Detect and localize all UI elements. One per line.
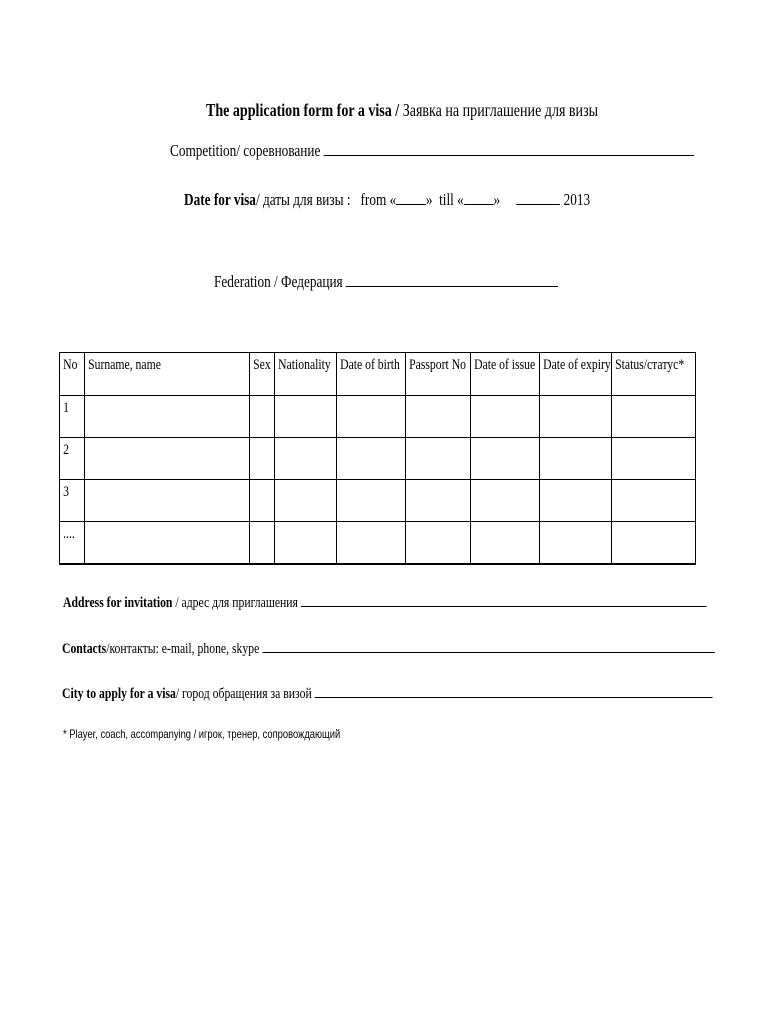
row-number-cell: .... xyxy=(60,522,85,565)
header-cell-no: No xyxy=(60,353,85,396)
header-cell-passport-no: Passport No xyxy=(406,353,471,396)
date-of-birth-cell[interactable] xyxy=(337,396,406,438)
surname-name-cell[interactable] xyxy=(85,438,250,480)
date-for-visa-label-en: Date for visa xyxy=(184,190,256,209)
from-prefix: from « xyxy=(360,190,397,209)
date-of-issue-cell[interactable] xyxy=(471,396,540,438)
status-cell[interactable] xyxy=(612,396,696,438)
title-separator: / xyxy=(391,100,403,120)
passport-no-cell[interactable] xyxy=(406,438,471,480)
date-of-expiry-cell[interactable] xyxy=(540,522,612,565)
date-of-expiry-cell[interactable] xyxy=(540,396,612,438)
till-suffix: » xyxy=(493,190,501,209)
status-cell[interactable] xyxy=(612,438,696,480)
date-of-birth-cell[interactable] xyxy=(337,480,406,522)
city-blank[interactable] xyxy=(315,685,713,698)
competition-line xyxy=(170,141,770,161)
table-row xyxy=(60,480,696,522)
contacts-label-en: Contacts xyxy=(62,641,107,657)
surname-name-cell[interactable] xyxy=(85,396,250,438)
passport-no-cell[interactable] xyxy=(406,396,471,438)
nationality-cell[interactable] xyxy=(275,396,337,438)
table-row xyxy=(60,438,696,480)
till-date-blank[interactable] xyxy=(464,192,494,205)
header-cell-status: Status/статус* xyxy=(612,353,696,396)
address-label-ru: / адрес для приглашения xyxy=(172,595,298,611)
applicants-table xyxy=(59,352,696,565)
surname-name-cell[interactable] xyxy=(85,522,250,565)
passport-no-cell[interactable] xyxy=(406,522,471,565)
sex-cell[interactable] xyxy=(250,438,275,480)
date-of-issue-cell[interactable] xyxy=(471,522,540,565)
sex-cell[interactable] xyxy=(250,480,275,522)
row-number-cell: 2 xyxy=(60,438,85,480)
federation-label: Federation / Федерация xyxy=(214,272,343,291)
date-of-expiry-cell[interactable] xyxy=(540,480,612,522)
address-line xyxy=(63,594,770,612)
title-english: The application form for a visa xyxy=(206,100,392,120)
address-blank[interactable] xyxy=(301,594,707,607)
date-of-expiry-cell[interactable] xyxy=(540,438,612,480)
title-russian: Заявка на приглашение для визы xyxy=(402,100,599,120)
header-cell-date-of-issue: Date of issue xyxy=(471,353,540,396)
contacts-blank[interactable] xyxy=(262,640,714,653)
status-cell[interactable] xyxy=(612,480,696,522)
header-cell-surname-name: Surname, name xyxy=(85,353,250,396)
sex-cell[interactable] xyxy=(250,522,275,565)
header-cell-date-of-expiry: Date of expiry xyxy=(540,353,612,396)
competition-blank[interactable] xyxy=(324,143,694,156)
city-label-en: City to apply for a visa xyxy=(62,686,176,702)
from-suffix: » xyxy=(425,190,433,209)
nationality-cell[interactable] xyxy=(275,522,337,565)
address-label-en: Address for invitation xyxy=(63,595,173,611)
row-number-cell: 3 xyxy=(60,480,85,522)
from-date-blank[interactable] xyxy=(396,192,426,205)
date-of-birth-cell[interactable] xyxy=(337,438,406,480)
date-for-visa-line xyxy=(184,190,705,210)
sex-cell[interactable] xyxy=(250,396,275,438)
table-header-row xyxy=(60,353,696,396)
header-cell-sex: Sex xyxy=(250,353,275,396)
status-cell[interactable] xyxy=(612,522,696,565)
form-title xyxy=(206,100,709,121)
till-prefix: till « xyxy=(439,190,464,209)
federation-blank[interactable] xyxy=(346,274,558,287)
table-row xyxy=(60,522,696,565)
date-of-issue-cell[interactable] xyxy=(471,438,540,480)
nationality-cell[interactable] xyxy=(275,438,337,480)
header-cell-nationality: Nationality xyxy=(275,353,337,396)
date-for-visa-label-ru: / даты для визы : xyxy=(255,190,351,209)
city-line xyxy=(62,685,770,703)
contacts-label-ru: /контакты: e-mail, phone, skype xyxy=(106,641,260,657)
header-cell-date-of-birth: Date of birth xyxy=(337,353,406,396)
footnote xyxy=(63,727,418,741)
row-number-cell: 1 xyxy=(60,396,85,438)
date-of-birth-cell[interactable] xyxy=(337,522,406,565)
date-of-issue-cell[interactable] xyxy=(471,480,540,522)
contacts-line xyxy=(62,640,770,658)
nationality-cell[interactable] xyxy=(275,480,337,522)
federation-line xyxy=(214,272,655,292)
month-blank[interactable] xyxy=(517,192,561,205)
table-row xyxy=(60,396,696,438)
city-label-ru: / город обращения за визой xyxy=(175,686,312,702)
footnote-text: * Player, coach, accompanying / игрок, тренер, сопровождающий xyxy=(63,727,341,741)
year-value: 2013 xyxy=(563,190,591,209)
surname-name-cell[interactable] xyxy=(85,480,250,522)
passport-no-cell[interactable] xyxy=(406,480,471,522)
competition-label: Competition/ соревнование xyxy=(170,141,321,160)
